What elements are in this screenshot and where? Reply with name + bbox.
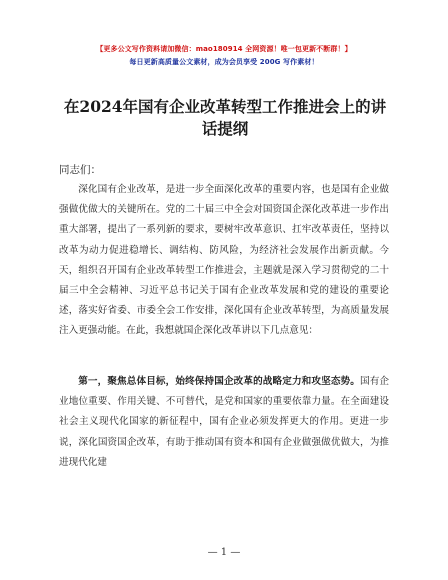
document-title: 在2024年国有企业改革转型工作推进会上的讲话提纲: [63, 97, 387, 138]
paragraph-intro: 深化国有企业改革，是进一步全面深化改革的重要内容，也是国有企业做强做优做大的关键所在。党的二十届三中全会对国资国企深化改革进一步作出重大部署，提出了一系列新的要求，要树牢改革意识、扛牢改革责任，坚持以改革为动力促进稳增长、调结构、防风险，为经济社会发展作出新贡献。今天，组织召开国有企业改革转型工作推进会，主题就是深入学习贯彻党的二十届三中全会精神、习近平总书记关于国有企业改革发展和党的建设的重要论述，落实好省委、市委全会工作安排，深化国有企业改革转型，为高质量发展注入更强动能。在此，我想就国企深化改革讲以下几点意见：: [59, 184, 389, 337]
paragraph-lead-heading: 第一，聚焦总体目标，始终保持国企改革的战略定力和攻坚态势。: [78, 376, 360, 387]
greeting: 同志们：: [59, 164, 101, 176]
paragraph-body: 国有企业地位重要、作用关键、不可替代，是党和国家的重要依靠力量。在全面建设社会主义现代化国家的新征程中，国有企业必须发挥更大的作用。更进一步说，深化国资国企改革，有助于推动国有资本和国有企业做强做优做大，为推进现代化建: [59, 376, 390, 468]
promo-banner-line2: 每日更新高质量公文素材，成为会员享受 200G 写作素材！: [129, 58, 319, 66]
page-number: — 1 —: [207, 547, 241, 558]
promo-banner-line1: 【更多公文写作资料请加微信：mao180914 全网资源！唯一包更新不断群！】: [96, 45, 352, 53]
paragraph-point-one: [59, 372, 389, 473]
